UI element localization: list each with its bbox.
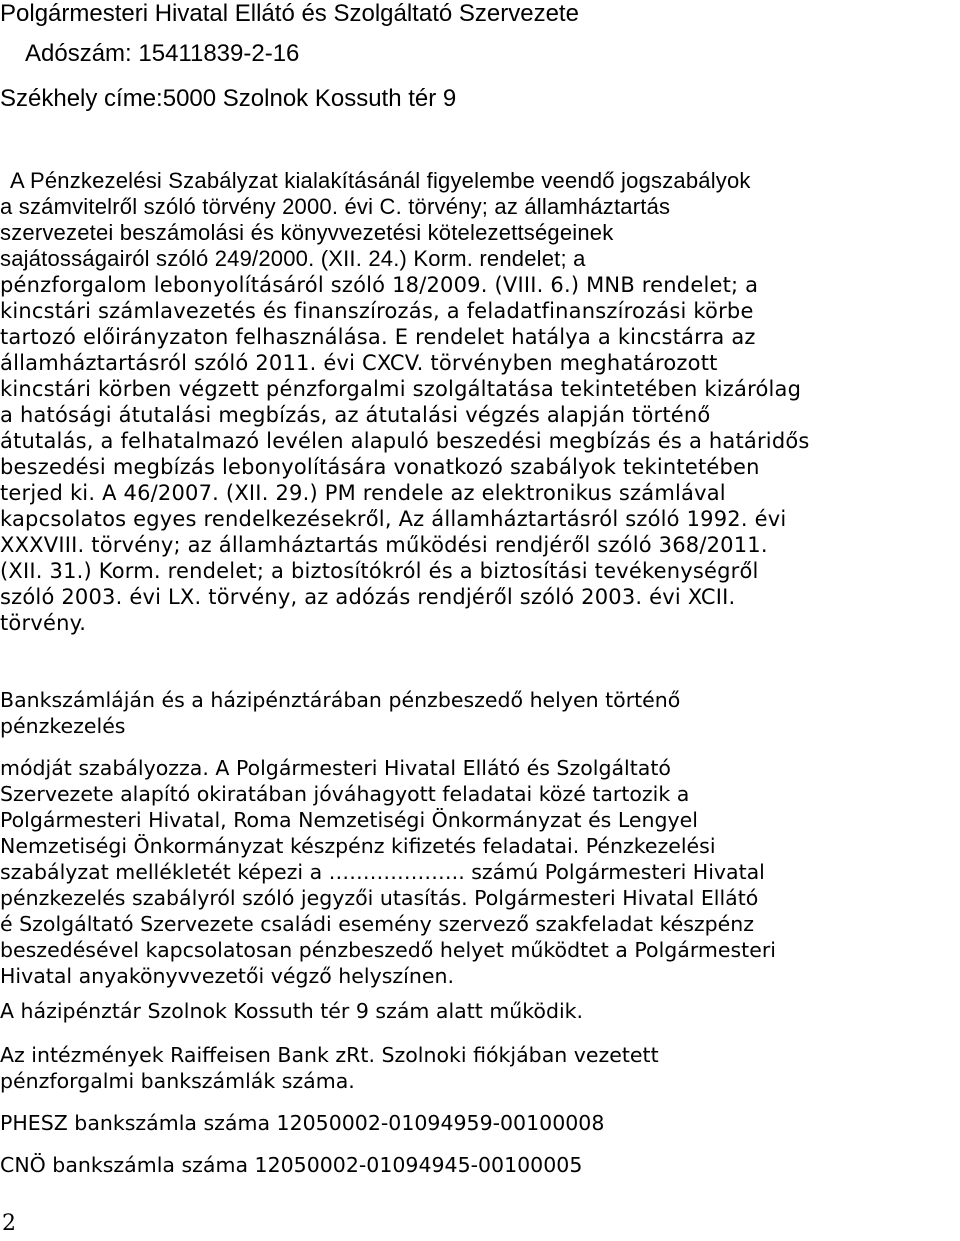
text-line: szervezetei beszámolási és könyvvezetési kötelezettségeinek: [0, 220, 614, 245]
text-line: Polgármesteri Hivatal, Roma Nemzetiségi Önkormányzat és Lengyel: [0, 808, 698, 832]
text-line: pénzkezelés: [0, 714, 126, 738]
text-line: kincstári körben végzett pénzforgalmi szolgáltatása tekintetében kizárólag: [0, 377, 802, 401]
organization-name: Polgármesteri Hivatal Ellátó és Szolgáltató Szervezete: [0, 0, 579, 27]
text-line: Hivatal anyakönyvvezetői végző helyszínen.: [0, 964, 454, 988]
text-line: a hatósági átutalási megbízás, az átutalási végzés alapján történő: [0, 403, 711, 427]
text-line: terjed ki. A 46/2007. (XII. 29.) PM rendele az elektronikus számlával: [0, 481, 726, 505]
text-line: módját szabályozza. A Polgármesteri Hivatal Ellátó és Szolgáltató: [0, 756, 671, 780]
cash-desk-location: A házipénztár Szolnok Kossuth tér 9 szám alatt működik.: [0, 999, 584, 1023]
text-line: pénzforgalmi bankszámlák száma.: [0, 1069, 355, 1093]
text-line: sajátosságairól szóló 249/2000. (XII. 24.) Korm. rendelet; a: [0, 246, 586, 271]
text-line: átutalás, a felhatalmazó levélen alapuló beszedési megbízás és a határidős: [0, 429, 810, 453]
text-line: törvény.: [0, 611, 87, 635]
text-line: szóló 2003. évi LX. törvény, az adózás rendjéről szóló 2003. évi XCII.: [0, 585, 736, 609]
text-line: é Szolgáltató Szervezete családi esemény szervező szakfeladat készpénz: [0, 912, 755, 936]
text-line: kapcsolatos egyes rendelkezésekről, Az államháztartásról szóló 1992. évi: [0, 507, 787, 531]
text-line: Az intézmények Raiffeisen Bank zRt. Szolnoki fiókjában vezetett: [0, 1043, 659, 1067]
text-line: XXXVIII. törvény; az államháztartás működési rendjéről szóló 368/2011.: [0, 533, 768, 557]
text-line: (XII. 31.) Korm. rendelet; a biztosítókról és a biztosítási tevékenységről: [0, 559, 759, 583]
text-line: pénzforgalom lebonyolításáról szóló 18/2009. (VIII. 6.) MNB rendelet; a: [0, 273, 759, 297]
text-line: Nemzetiségi Önkormányzat készpénz kifizetés feladatai. Pénzkezelési: [0, 834, 716, 858]
bank-info-paragraph: [0, 1042, 960, 1094]
text-line: pénzkezelés szabályról szóló jegyzői utasítás. Polgármesteri Hivatal Ellátó: [0, 886, 759, 910]
cash-handling-paragraph: [0, 755, 960, 989]
text-line: kincstári számlavezetés és finanszírozás, a feladatfinanszírozási körbe: [0, 299, 754, 323]
text-line: beszedési megbízás lebonyolítására vonatkozó szabályok tekintetében: [0, 455, 760, 479]
page-number: 2: [2, 1211, 16, 1236]
text-line: Szervezete alapító okiratában jóváhagyott feladatai közé tartozik a: [0, 782, 690, 806]
account-cno: CNÖ bankszámla száma 12050002-01094945-00100005: [0, 1153, 583, 1177]
text-line: A Pénzkezelési Szabályzat kialakításánál figyelembe veendő jogszabályok: [10, 168, 751, 193]
legislation-paragraph: [0, 168, 960, 636]
account-phesz: PHESZ bankszámla száma 12050002-01094959-00100008: [0, 1111, 605, 1135]
text-line: szabályzat mellékletét képezi a ……………….. számú Polgármesteri Hivatal: [0, 860, 765, 884]
text-line: államháztartásról szóló 2011. évi CXCV. törvényben meghatározott: [0, 351, 718, 375]
tax-number: Adószám: 15411839-2-16: [25, 40, 300, 67]
section-title: [0, 687, 960, 739]
text-line: a számvitelről szóló törvény 2000. évi C. törvény; az államháztartás: [0, 194, 671, 219]
text-line: tartozó előirányzaton felhasználása. E rendelet hatálya a kincstárra az: [0, 325, 756, 349]
headquarters-address: Székhely címe:5000 Szolnok Kossuth tér 9: [0, 85, 457, 112]
text-line: Bankszámláján és a házipénztárában pénzbeszedő helyen történő: [0, 688, 681, 712]
text-line: beszedésével kapcsolatosan pénzbeszedő helyet működtet a Polgármesteri: [0, 938, 776, 962]
